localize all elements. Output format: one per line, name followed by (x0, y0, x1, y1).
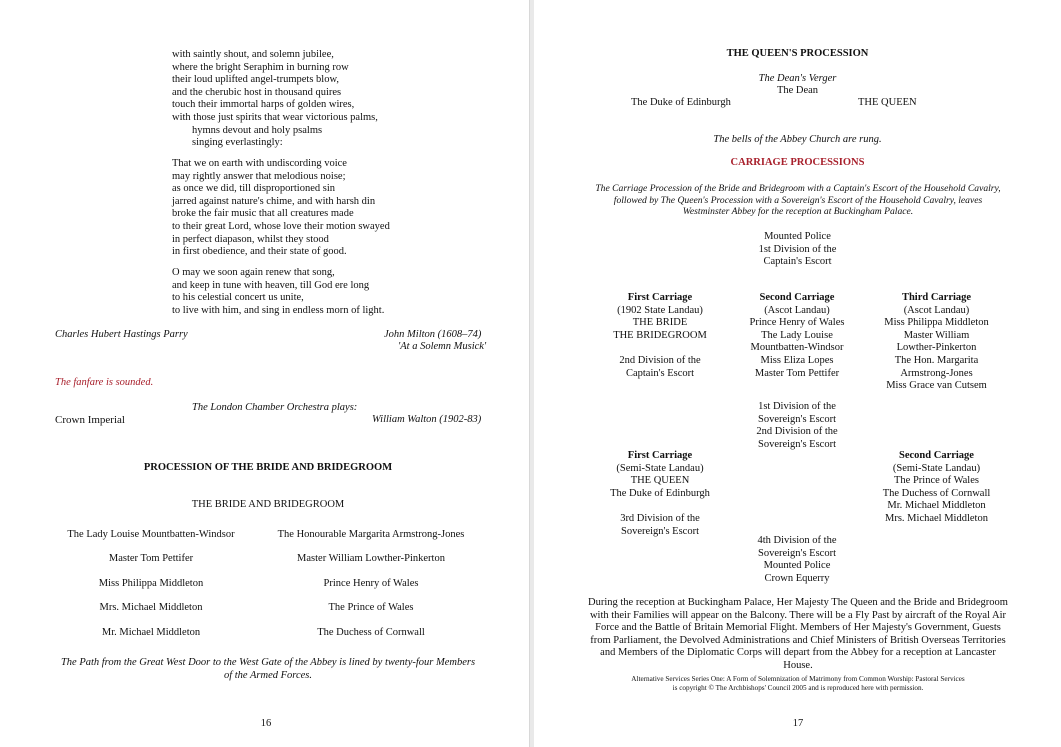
poem-line: O may we soon again renew that song, (172, 267, 335, 278)
carriage-title: Second Carriage (899, 450, 974, 461)
poem-line: broke the fair music that all creatures made (172, 208, 354, 220)
carriage-processions-heading: CARRIAGE PROCESSIONS (730, 157, 865, 168)
carriage-line: The Duchess of Cornwall (882, 487, 991, 499)
queens-procession-heading: THE QUEEN'S PROCESSION (726, 48, 869, 59)
carriage-line: Miss Grace van Cutsem (886, 380, 987, 392)
escort-line: Captain's Escort (763, 256, 832, 268)
the-dean: The Dean (776, 85, 819, 96)
composer-credit: Charles Hubert Hastings Parry (55, 329, 188, 340)
footnote-line: is copyright © The Archbishops' Council 2005 and is reproduced here with permission. (672, 684, 924, 692)
poem-line: touch their immortal harps of golden wires, (172, 99, 355, 111)
carriage-title: First Carriage (627, 292, 693, 303)
carriage-line: Master William (903, 329, 970, 341)
poem-source: 'At a Solemn Musick' (398, 341, 487, 352)
bride-second-carriage (727, 292, 867, 380)
procession-name: Master William Lowther-Pinkerton (297, 553, 445, 565)
carriage-line: Mr. Michael Middleton (887, 500, 986, 512)
poem-stanza-2 (172, 158, 390, 259)
escort-line: Crown Equerry (764, 572, 830, 584)
poem-line: as once we did, till disproportioned sin (172, 183, 336, 195)
procession-left-column (45, 523, 257, 645)
page-number-left: 16 (260, 718, 272, 729)
escort-bottom (727, 535, 867, 585)
escort-line: Mounted Police (764, 231, 831, 242)
procession-name: Mrs. Michael Middleton (99, 602, 203, 614)
fanfare-rubric: The fanfare is sounded. (55, 377, 154, 388)
procession-name: Mr. Michael Middleton (101, 626, 201, 638)
carriage-line: (Semi-State Landau) (892, 462, 981, 474)
copyright-footnote (564, 675, 1032, 693)
poem-line: with those just spirits that wear victorious palms, (172, 111, 378, 123)
queen-first-carriage (590, 450, 730, 538)
poem-line: hymns devout and holy psalms (192, 124, 323, 136)
carriage-line: (Ascot Landau) (903, 304, 970, 316)
reception-text: During the reception at Buckingham Palace, Her Majesty The Queen and the Bride and Bridegroom with their Families will appear on the Balcony. There will be a Fly Past by aircraft of the Royal Air Force and the Battle of Britain Memorial Flight. Members of Her Majesty's Government, Guests from Parliament, the Devolved Administrations and Chief Ministers of British Overseas Territories and Members of the Diplomatic Corps will depart from the Abbey for a reception at Lancaster House. (588, 597, 1008, 671)
escort-line: Sovereign's Escort (757, 547, 836, 559)
poem-stanza-1 (172, 49, 378, 150)
procession-name: Miss Philippa Middleton (98, 577, 204, 589)
page-number-right: 17 (792, 718, 804, 729)
procession-name: Master Tom Pettifer (108, 553, 194, 565)
escort-line: Sovereign's Escort (757, 413, 836, 425)
poem-line: That we on earth with undiscording voice (172, 158, 347, 169)
carriage-line: Miss Eliza Lopes (760, 354, 834, 366)
carriage-line: 3rd Division of the (620, 512, 700, 524)
deans-verger: The Dean's Verger (758, 73, 837, 84)
sovereign-escort (727, 401, 867, 451)
carriage-line: THE BRIDEGROOM (613, 329, 707, 341)
escort-line: Mounted Police (763, 560, 831, 572)
bride-first-carriage (590, 292, 730, 380)
piece-composer: William Walton (1902-83) (372, 414, 482, 425)
poem-line: in perfect diapason, whilst they stood (172, 233, 329, 245)
escort-line: 4th Division of the (757, 535, 837, 546)
poem-line: to his celestial concert us unite, (172, 292, 304, 304)
carriage-line: Mountbatten-Windsor (750, 342, 844, 354)
carriage-line: Lowther-Pinkerton (896, 342, 977, 354)
duke-of-edinburgh: The Duke of Edinburgh (631, 97, 731, 108)
bride-and-bridegroom: THE BRIDE AND BRIDEGROOM (191, 499, 345, 510)
carriage-line: Mrs. Michael Middleton (885, 512, 988, 524)
queen-second-carriage (864, 450, 1009, 526)
poem-line: in first obedience, and their state of good. (172, 246, 347, 258)
carriage-line: (Ascot Landau) (764, 304, 830, 316)
escort-line: 1st Division of the (758, 401, 836, 412)
carriage-line: 2nd Division of the (619, 354, 701, 366)
procession-name: The Lady Louise Mountbatten-Windsor (67, 529, 235, 540)
poem-line: to live with him, and sing in endless morn of light. (172, 304, 385, 316)
procession-name: The Prince of Wales (328, 602, 414, 614)
carriage-title: Second Carriage (759, 292, 835, 303)
poem-line: where the bright Seraphim in burning row (172, 61, 349, 73)
carriage-line: Prince Henry of Wales (749, 317, 845, 329)
path-note: The Path from the Great West Door to the West Gate of the Abbey is lined by twenty-four Members of the Armed Forces. (60, 657, 476, 681)
carriage-title: Third Carriage (901, 292, 972, 303)
left-page (0, 0, 530, 747)
poem-line: to their great Lord, whose love their motion swayed (172, 220, 390, 232)
right-page (534, 0, 1061, 747)
piece-title: Crown Imperial (55, 414, 125, 426)
carriage-line: Sovereign's Escort (620, 525, 699, 537)
escort-top (534, 231, 1061, 269)
poem-line: may rightly answer that melodious noise; (172, 170, 346, 182)
poem-stanza-3 (172, 267, 384, 317)
procession-name: The Duchess of Cornwall (317, 626, 425, 638)
bride-third-carriage (864, 292, 1009, 393)
carriage-line: The Lady Louise (761, 329, 833, 341)
procession-right-column (266, 523, 476, 645)
poem-line: their loud uplifted angel-trumpets blow, (172, 74, 339, 86)
carriage-line: (1902 State Landau) (617, 304, 703, 316)
carriage-line: Master Tom Pettifer (754, 367, 840, 379)
footnote-line: Alternative Services Series One: A Form of Solemnization of Matrimony from Common Worship: Pastoral Services (631, 675, 965, 683)
poem-line: and keep in tune with heaven, till God ere long (172, 279, 370, 291)
escort-line: Sovereign's Escort (757, 438, 836, 450)
poem-line: with saintly shout, and solemn jubilee, (172, 49, 334, 60)
carriage-line: The Prince of Wales (894, 475, 979, 487)
poet-credit: John Milton (1608–74) (384, 329, 482, 340)
carriage-line: The Hon. Margarita (894, 354, 979, 366)
escort-line: 1st Division of the (758, 243, 837, 255)
carriage-title: First Carriage (627, 450, 693, 461)
carriage-line: Miss Philippa Middleton (884, 317, 989, 329)
poem-line: singing everlastingly: (192, 137, 283, 149)
carriage-line: The Duke of Edinburgh (610, 487, 710, 499)
carriage-line: Armstrong-Jones (900, 367, 973, 379)
carriage-line: THE BRIDE (632, 317, 688, 329)
poem-line: and the cherubic host in thousand quires (172, 86, 342, 98)
the-queen: THE QUEEN (858, 97, 917, 108)
procession-heading: PROCESSION OF THE BRIDE AND BRIDEGROOM (143, 462, 393, 473)
carriage-line: (Semi-State Landau) (616, 462, 704, 474)
bells-rubric: The bells of the Abbey Church are rung. (713, 134, 882, 145)
carriage-line: THE QUEEN (630, 475, 690, 487)
escort-line: 2nd Division of the (756, 426, 838, 438)
carriage-intro: The Carriage Procession of the Bride and Bridegroom with a Captain's Escort of the Household Cavalry, followed by The Queen's Procession with a Sovereign's Escort of the Household Cavalry, leaves Westminster Abbey for the reception at Buckingham Palace. (595, 183, 1001, 218)
carriage-line: Captain's Escort (625, 367, 695, 379)
procession-name: Prince Henry of Wales (323, 577, 419, 589)
orchestra-rubric: The London Chamber Orchestra plays: (192, 402, 358, 413)
poem-line: jarred against nature's chime, and with harsh din (172, 195, 376, 207)
procession-name: The Honourable Margarita Armstrong-Jones (277, 529, 465, 540)
